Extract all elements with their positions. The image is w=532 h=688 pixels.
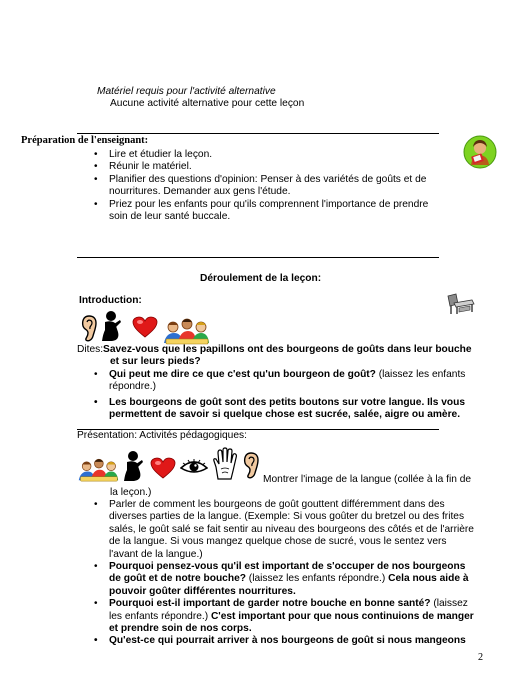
hand-icon [212,447,238,481]
tongue-line: Montrer l'image de la langue (collée à la fin de [263,474,472,485]
prep-item: • Réunir le matériel. [91,161,428,173]
page-number: 2 [478,652,484,663]
presentation-label: Présentation: Activités pédagogiques: [77,430,247,441]
intro-label: Introduction: [79,295,142,306]
eye-icon [180,458,208,476]
school-desk-icon [444,292,476,316]
heart-icon [132,316,158,338]
praying-child-icon [122,450,146,482]
dites-line: et sur leurs pieds? [110,356,201,367]
presentation-item: • Qu'est-ce qui pourrait arriver à nos bourgeons de goût si nous mangeons [91,635,474,647]
presentation-list [91,499,474,648]
divider-middle [77,257,439,258]
praying-child-icon [100,310,124,342]
intro-item: • Les bourgeons de goût sont des petits boutons sur votre langue. Ils vous permettent de savoir si quelque chose est sucrée, salée, aigre ou amère. [91,397,465,422]
alternative-text: Aucune activité alternative pour cette leçon [110,98,305,109]
presentation-item: • Pourquoi pensez-vous qu'il est important de s'occuper de nos bourgeons de goût et de notre bouche? (laissez les enfants répondre.) Cela nous aide à pouvoir goûter différentes nourritures. [91,561,474,598]
ear-icon [80,314,98,342]
prep-item: • Lire et étudier la leçon. [91,149,428,161]
tongue-line: la leçon.) [110,487,152,498]
presentation-item: • Pourquoi est-il important de garder notre bouche en bonne santé? (laissez les enfants répondre.) C'est important pour que nous continuions de manger et prendre soin de nos corps. [91,598,474,635]
children-group-icon [77,454,119,482]
dites-line: Dites:Savez-vous que les papillons ont des bourgeons de goûts dans leur bouche [77,344,472,355]
prep-item: • Priez pour les enfants pour qu'ils comprennent l'importance de prendre soin de leur santé buccale. [91,199,428,224]
intro-list [91,369,465,422]
teacher-reading-icon [463,135,497,169]
prep-heading: Préparation de l'enseignant: [21,135,149,146]
intro-item: • Qui peut me dire ce que c'est qu'un bourgeon de goût? (laissez les enfants répondre.) [91,369,465,394]
divider-top [77,133,439,134]
lesson-heading: Déroulement de la leçon: [200,273,322,284]
children-group-icon [162,313,210,345]
alternative-label: Matériel requis pour l'activité alternative [97,86,276,97]
ear-icon [242,451,260,479]
heart-icon [150,457,176,479]
prep-list [91,149,428,223]
prep-item: • Planifier des questions d'opinion: Penser à des variétés de goûts et de nourritures. Demander aux gens l'étude. [91,174,428,199]
presentation-item: • Parler de comment les bourgeons de goût gouttent différemment dans des diverses parties de la langue. (Exemple: Si vous goûter du bretzel ou des frites salés, le goût salé se fait sentir au niveau des bourgeons des côtés et de l'arrière de la langue. Si vous mangez quelque chose de sucré, vous le sentez vers l'avant de la langue.) [91,499,474,561]
